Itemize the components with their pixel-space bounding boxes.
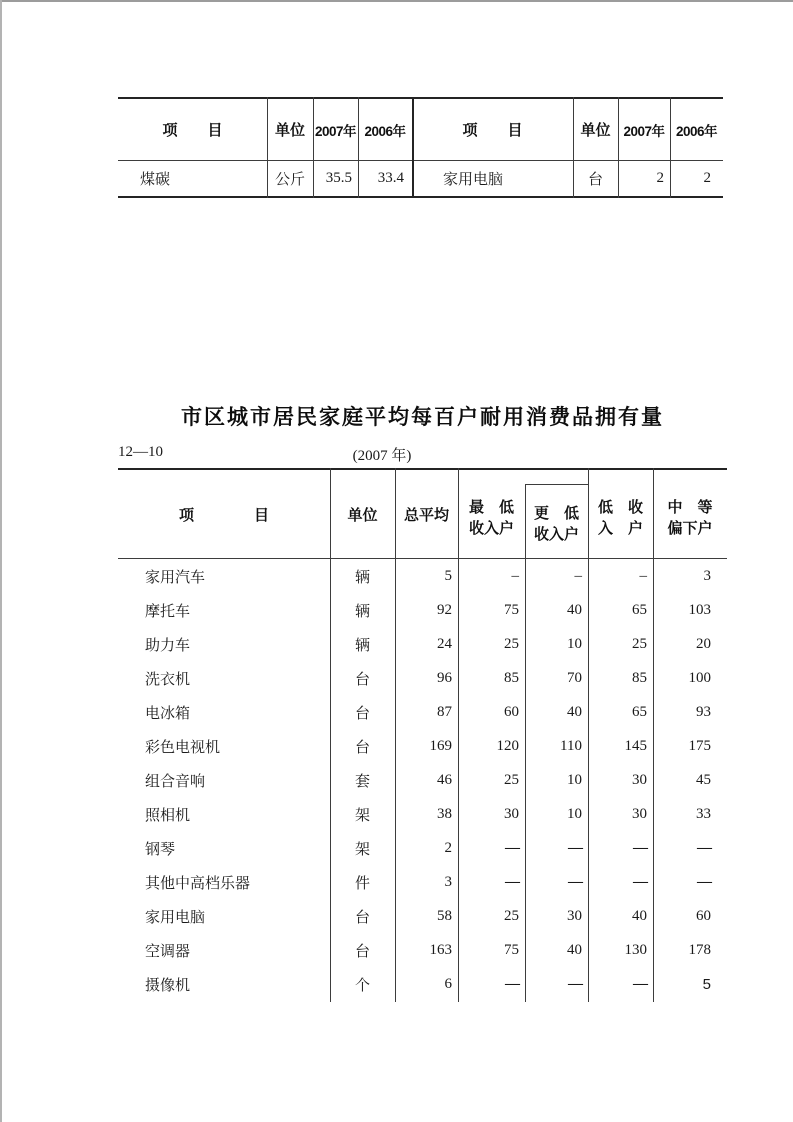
item-cell: 助力车 [145, 637, 191, 654]
unit-cell: 辆 [354, 569, 370, 586]
table-row [118, 934, 727, 968]
low-income-cell: 30 [632, 771, 647, 788]
lowest-income-cell: 75 [504, 942, 519, 959]
lower-income-cell: 110 [560, 737, 582, 754]
item-cell: 煤碳 [140, 172, 171, 188]
item-cell: 组合音响 [145, 773, 206, 790]
avg-cell: 38 [437, 805, 452, 822]
header-line: 收入户 [468, 520, 514, 537]
low-income-cell: – [639, 567, 647, 584]
unit-cell: 公斤 [274, 172, 305, 188]
table-row [118, 832, 727, 866]
avg-cell: 2 [444, 840, 452, 857]
header-line: 低 收 [597, 499, 643, 516]
avg-cell: 6 [444, 976, 452, 993]
lower-income-cell: — [568, 840, 582, 857]
header-2006: 2006年 [675, 123, 718, 139]
lowest-income-cell: 60 [504, 703, 519, 720]
table-row [118, 593, 727, 627]
lowest-income-cell: 25 [504, 908, 519, 925]
main-table [118, 468, 727, 1002]
unit-cell: 架 [354, 842, 370, 859]
lower-income-cell: 10 [567, 805, 582, 822]
header-2007: 2007年 [314, 123, 357, 139]
lower-middle-cell: 60 [696, 908, 711, 925]
lower-income-cell: 30 [567, 908, 582, 925]
low-income-cell: 130 [624, 942, 647, 959]
unit-cell: 台 [354, 739, 370, 756]
main-table-header [118, 470, 727, 558]
table-number: 12—10 [118, 444, 163, 460]
avg-cell: 87 [437, 703, 452, 720]
value-2007-cell: 2 [656, 170, 664, 186]
lower-middle-cell: 175 [688, 737, 711, 754]
lower-middle-cell: — [697, 840, 711, 857]
unit-cell: 台 [587, 172, 603, 188]
table-row [118, 161, 723, 196]
item-cell: 钢琴 [145, 842, 176, 859]
page-top-edge [0, 0, 793, 2]
header-lower-middle [653, 470, 727, 558]
table-row [118, 866, 727, 900]
lowest-income-cell: – [511, 567, 519, 584]
lower-middle-cell: 3 [703, 567, 711, 584]
header-2007: 2007年 [623, 123, 665, 139]
avg-cell: 3 [444, 874, 452, 891]
table-row [118, 968, 727, 1002]
avg-cell: 96 [437, 669, 452, 686]
low-income-cell: 145 [624, 737, 647, 754]
top-table-header [118, 99, 723, 160]
table-row [118, 627, 727, 661]
avg-cell: 5 [444, 567, 452, 584]
lower-income-cell: 70 [567, 669, 582, 686]
table-row [118, 729, 727, 763]
header-unit: 单位 [347, 506, 378, 524]
lowest-income-cell: — [505, 874, 519, 891]
lower-income-cell: — [568, 976, 582, 993]
avg-cell: 24 [437, 635, 452, 652]
item-cell: 彩色电视机 [145, 739, 221, 756]
item-cell: 其他中高档乐器 [145, 876, 251, 893]
low-income-cell: — [633, 874, 647, 891]
low-income-cell: 30 [632, 805, 647, 822]
header-item: 项 目 [462, 122, 523, 139]
unit-cell: 个 [354, 978, 370, 995]
low-income-cell: 85 [632, 669, 647, 686]
table-row [118, 763, 727, 797]
avg-cell: 92 [437, 601, 452, 618]
header-line: 收入户 [533, 526, 579, 543]
table-row [118, 900, 727, 934]
item-cell: 电冰箱 [145, 705, 191, 722]
unit-cell: 台 [354, 944, 370, 961]
lower-middle-cell: 100 [688, 669, 711, 686]
value-2007-cell: 35.5 [325, 170, 352, 186]
year-note: (2007 年) [352, 448, 412, 464]
lowest-income-cell: 30 [504, 805, 519, 822]
lowest-income-cell: — [505, 976, 519, 993]
lowest-income-cell: 120 [496, 737, 519, 754]
item-cell: 家用电脑 [145, 910, 206, 927]
table-row [118, 559, 727, 593]
unit-cell: 台 [354, 910, 370, 927]
avg-cell: 169 [429, 737, 452, 754]
lowest-income-cell: — [505, 840, 519, 857]
header-low-income [588, 470, 653, 558]
lower-income-cell: 10 [567, 771, 582, 788]
low-income-cell: — [633, 840, 647, 857]
lowest-income-cell: 85 [504, 669, 519, 686]
unit-cell: 套 [354, 773, 370, 790]
lower-middle-cell: — [697, 874, 711, 891]
header-2006: 2006年 [364, 123, 406, 139]
lowest-income-cell: 25 [504, 771, 519, 788]
lowest-income-cell: 75 [504, 601, 519, 618]
lower-income-cell: — [568, 874, 582, 891]
table-row [118, 797, 727, 831]
main-table-body [118, 559, 727, 1002]
header-total-average: 总平均 [403, 506, 449, 524]
header-line: 入 户 [597, 520, 643, 537]
header-line: 中 等 [667, 499, 713, 516]
header-lower-income [525, 470, 588, 558]
lower-middle-cell: 20 [696, 635, 711, 652]
section-title: 市区城市居民家庭平均每百户耐用消费品拥有量 [181, 406, 664, 429]
lower-middle-cell: 93 [696, 703, 711, 720]
header-line: 最 低 [468, 499, 514, 516]
value-2006-cell: 2 [703, 170, 711, 186]
lower-income-cell: 10 [567, 635, 582, 652]
lower-income-cell: – [574, 567, 582, 584]
unit-cell: 辆 [354, 603, 370, 620]
lower-income-cell: 40 [567, 601, 582, 618]
table-row [118, 695, 727, 729]
item-cell: 摩托车 [145, 603, 191, 620]
lower-income-cell: 40 [567, 703, 582, 720]
item-cell: 空调器 [145, 944, 191, 961]
avg-cell: 58 [437, 908, 452, 925]
lower-income-cell: 40 [567, 942, 582, 959]
top-table [118, 97, 723, 198]
unit-cell: 台 [354, 705, 370, 722]
header-item: 项 目 [178, 506, 269, 524]
item-cell: 洗衣机 [145, 671, 191, 688]
unit-cell: 件 [354, 876, 370, 893]
header-lowest-income [458, 470, 525, 558]
lower-middle-cell: 103 [688, 601, 711, 618]
lower-middle-cell: 178 [688, 942, 711, 959]
header-unit: 单位 [580, 122, 611, 139]
value-2006-cell: 33.4 [377, 170, 404, 186]
table-border-line [118, 196, 723, 198]
low-income-cell: 40 [632, 908, 647, 925]
item-cell: 家用汽车 [145, 569, 206, 586]
lowest-income-cell: 25 [504, 635, 519, 652]
avg-cell: 163 [429, 942, 452, 959]
low-income-cell: 65 [632, 703, 647, 720]
item-cell: 摄像机 [145, 978, 191, 995]
header-unit: 单位 [274, 122, 305, 139]
header-item: 项 目 [162, 122, 223, 139]
unit-cell: 架 [354, 807, 370, 824]
table-row [118, 661, 727, 695]
lower-middle-cell: 45 [696, 771, 711, 788]
unit-cell: 台 [354, 671, 370, 688]
header-line: 更 低 [533, 505, 579, 522]
lower-middle-cell: 33 [696, 805, 711, 822]
low-income-cell: 65 [632, 601, 647, 618]
header-line: 偏下户 [667, 520, 713, 537]
page-left-edge [0, 0, 2, 1122]
item-cell: 照相机 [145, 807, 191, 824]
unit-cell: 辆 [354, 637, 370, 654]
low-income-cell: 25 [632, 635, 647, 652]
lower-middle-cell: 5 [702, 976, 711, 994]
low-income-cell: — [633, 976, 647, 993]
item-cell: 家用电脑 [443, 172, 504, 188]
avg-cell: 46 [437, 771, 452, 788]
